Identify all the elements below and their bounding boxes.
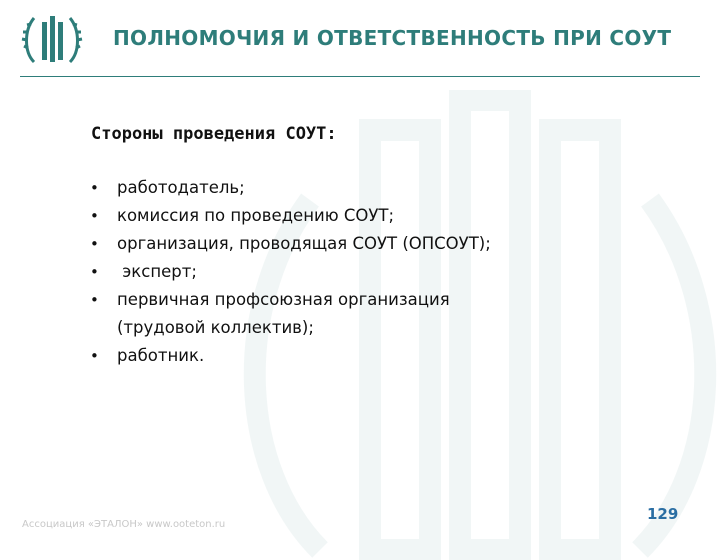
list-item — [90, 286, 690, 342]
list-item-label: работодатель; — [117, 178, 245, 197]
list-item-label: эксперт; — [117, 262, 197, 281]
list-item — [90, 202, 690, 230]
list-item — [90, 342, 690, 370]
bullet-icon: • — [90, 207, 99, 225]
list-item-label: первичная профсоюзная организация (трудовой коллектив); — [117, 290, 450, 337]
footer-text: Ассоциация «ЭТАЛОН» www.ooteton.ru — [22, 519, 226, 530]
page-number: 129 — [647, 505, 679, 523]
parties-list — [90, 174, 690, 370]
section-subtitle: Стороны проведения СОУТ: — [91, 124, 337, 144]
list-item — [90, 174, 690, 202]
list-item — [90, 230, 690, 258]
bullet-icon: • — [90, 263, 99, 281]
bullet-icon: • — [90, 235, 99, 253]
bullet-icon: • — [90, 291, 99, 309]
page-title: ПОЛНОМОЧИЯ И ОТВЕТСТВЕННОСТЬ ПРИ СОУТ — [113, 26, 672, 50]
header-divider — [20, 76, 700, 77]
bullet-icon: • — [90, 179, 99, 197]
list-item — [90, 258, 690, 286]
list-item-label: организация, проводящая СОУТ (ОПСОУТ); — [117, 234, 491, 253]
bullet-icon: • — [90, 347, 99, 365]
list-item-label: комиссия по проведению СОУТ; — [117, 206, 395, 225]
laurel-emblem-icon — [20, 8, 84, 72]
list-item-label: работник. — [117, 346, 205, 365]
